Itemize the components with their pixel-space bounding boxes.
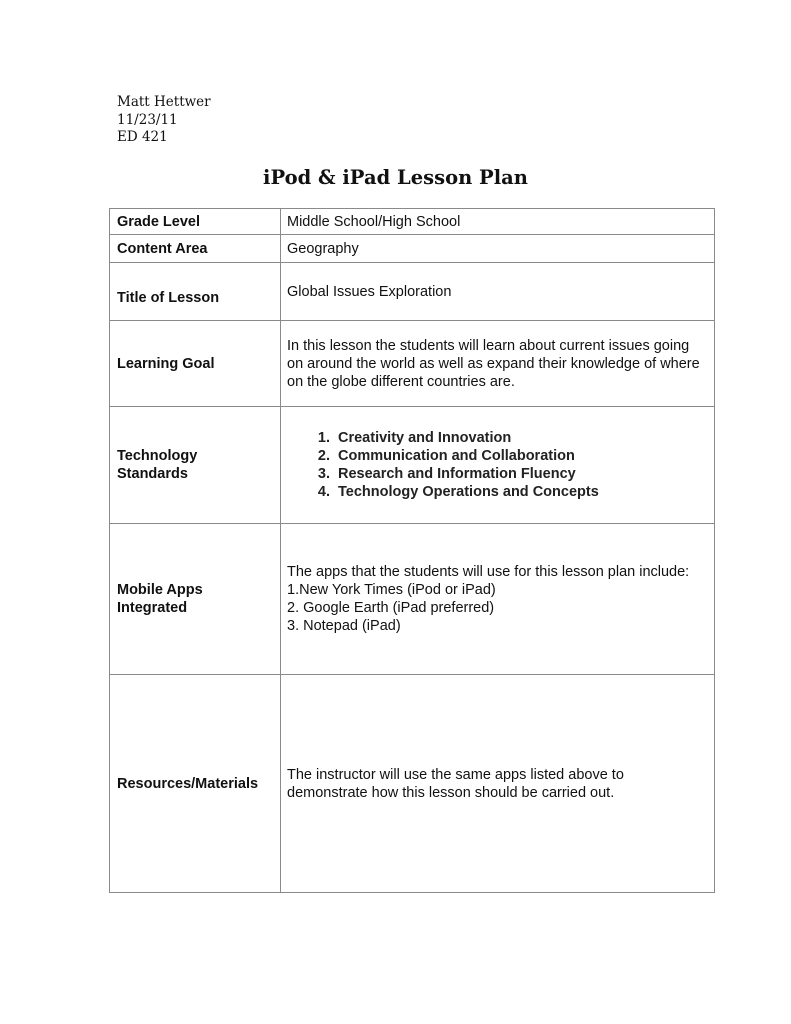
table-row-mobile-apps <box>110 524 715 675</box>
learning-goal-value: In this lesson the students will learn about current issues going on around the world as well as expand their knowledge of where on the globe different countries are. <box>281 321 715 407</box>
list-item: 1.New York Times (iPod or iPad) <box>287 582 496 598</box>
table-row-learning-goal <box>110 321 715 407</box>
content-area-label: Content Area <box>110 235 281 263</box>
author-name: Matt Hettwer <box>117 94 211 110</box>
resources-label: Resources/Materials <box>110 675 281 893</box>
technology-standards-label <box>110 407 281 524</box>
mobile-apps-label <box>110 524 281 675</box>
table-row-resources <box>110 675 715 893</box>
course-code: ED 421 <box>117 129 168 145</box>
list-item: 1. Creativity and Innovation <box>334 429 708 447</box>
list-item: 3. Notepad (iPad) <box>287 618 401 634</box>
mobile-apps-label-line2: Integrated <box>117 600 188 616</box>
table-row-content-area <box>110 235 715 263</box>
grade-level-value: Middle School/High School <box>281 209 715 235</box>
lesson-plan-table <box>109 208 715 893</box>
list-item: 2. Google Earth (iPad preferred) <box>287 600 495 616</box>
technology-standards-value <box>281 407 715 524</box>
title-of-lesson-value: Global Issues Exploration <box>281 263 715 321</box>
mobile-apps-intro: The apps that the students will use for this lesson plan include: <box>287 564 690 580</box>
title-of-lesson-label: Title of Lesson <box>110 263 281 321</box>
technology-standards-label-line2: Standards <box>117 466 188 482</box>
resources-value: The instructor will use the same apps listed above to demonstrate how this lesson should be carried out. <box>281 675 715 893</box>
list-item: 2. Communication and Collaboration <box>334 447 708 465</box>
list-item: 3. Research and Information Fluency <box>334 465 708 483</box>
technology-standards-label-line1: Technology <box>117 448 198 464</box>
mobile-apps-value <box>281 524 715 675</box>
grade-level-label: Grade Level <box>110 209 281 235</box>
mobile-apps-label-line1: Mobile Apps <box>117 582 203 598</box>
document-date: 11/23/11 <box>117 111 178 128</box>
content-area-value: Geography <box>281 235 715 263</box>
learning-goal-label: Learning Goal <box>110 321 281 407</box>
author-header <box>117 94 211 147</box>
apps-list <box>287 581 708 635</box>
document-title: iPod & iPad Lesson Plan <box>263 166 528 189</box>
table-row-grade-level <box>110 209 715 235</box>
standards-list <box>287 429 708 501</box>
table-row-technology-standards <box>110 407 715 524</box>
list-item: 4. Technology Operations and Concepts <box>334 483 708 501</box>
table-row-title-of-lesson <box>110 263 715 321</box>
